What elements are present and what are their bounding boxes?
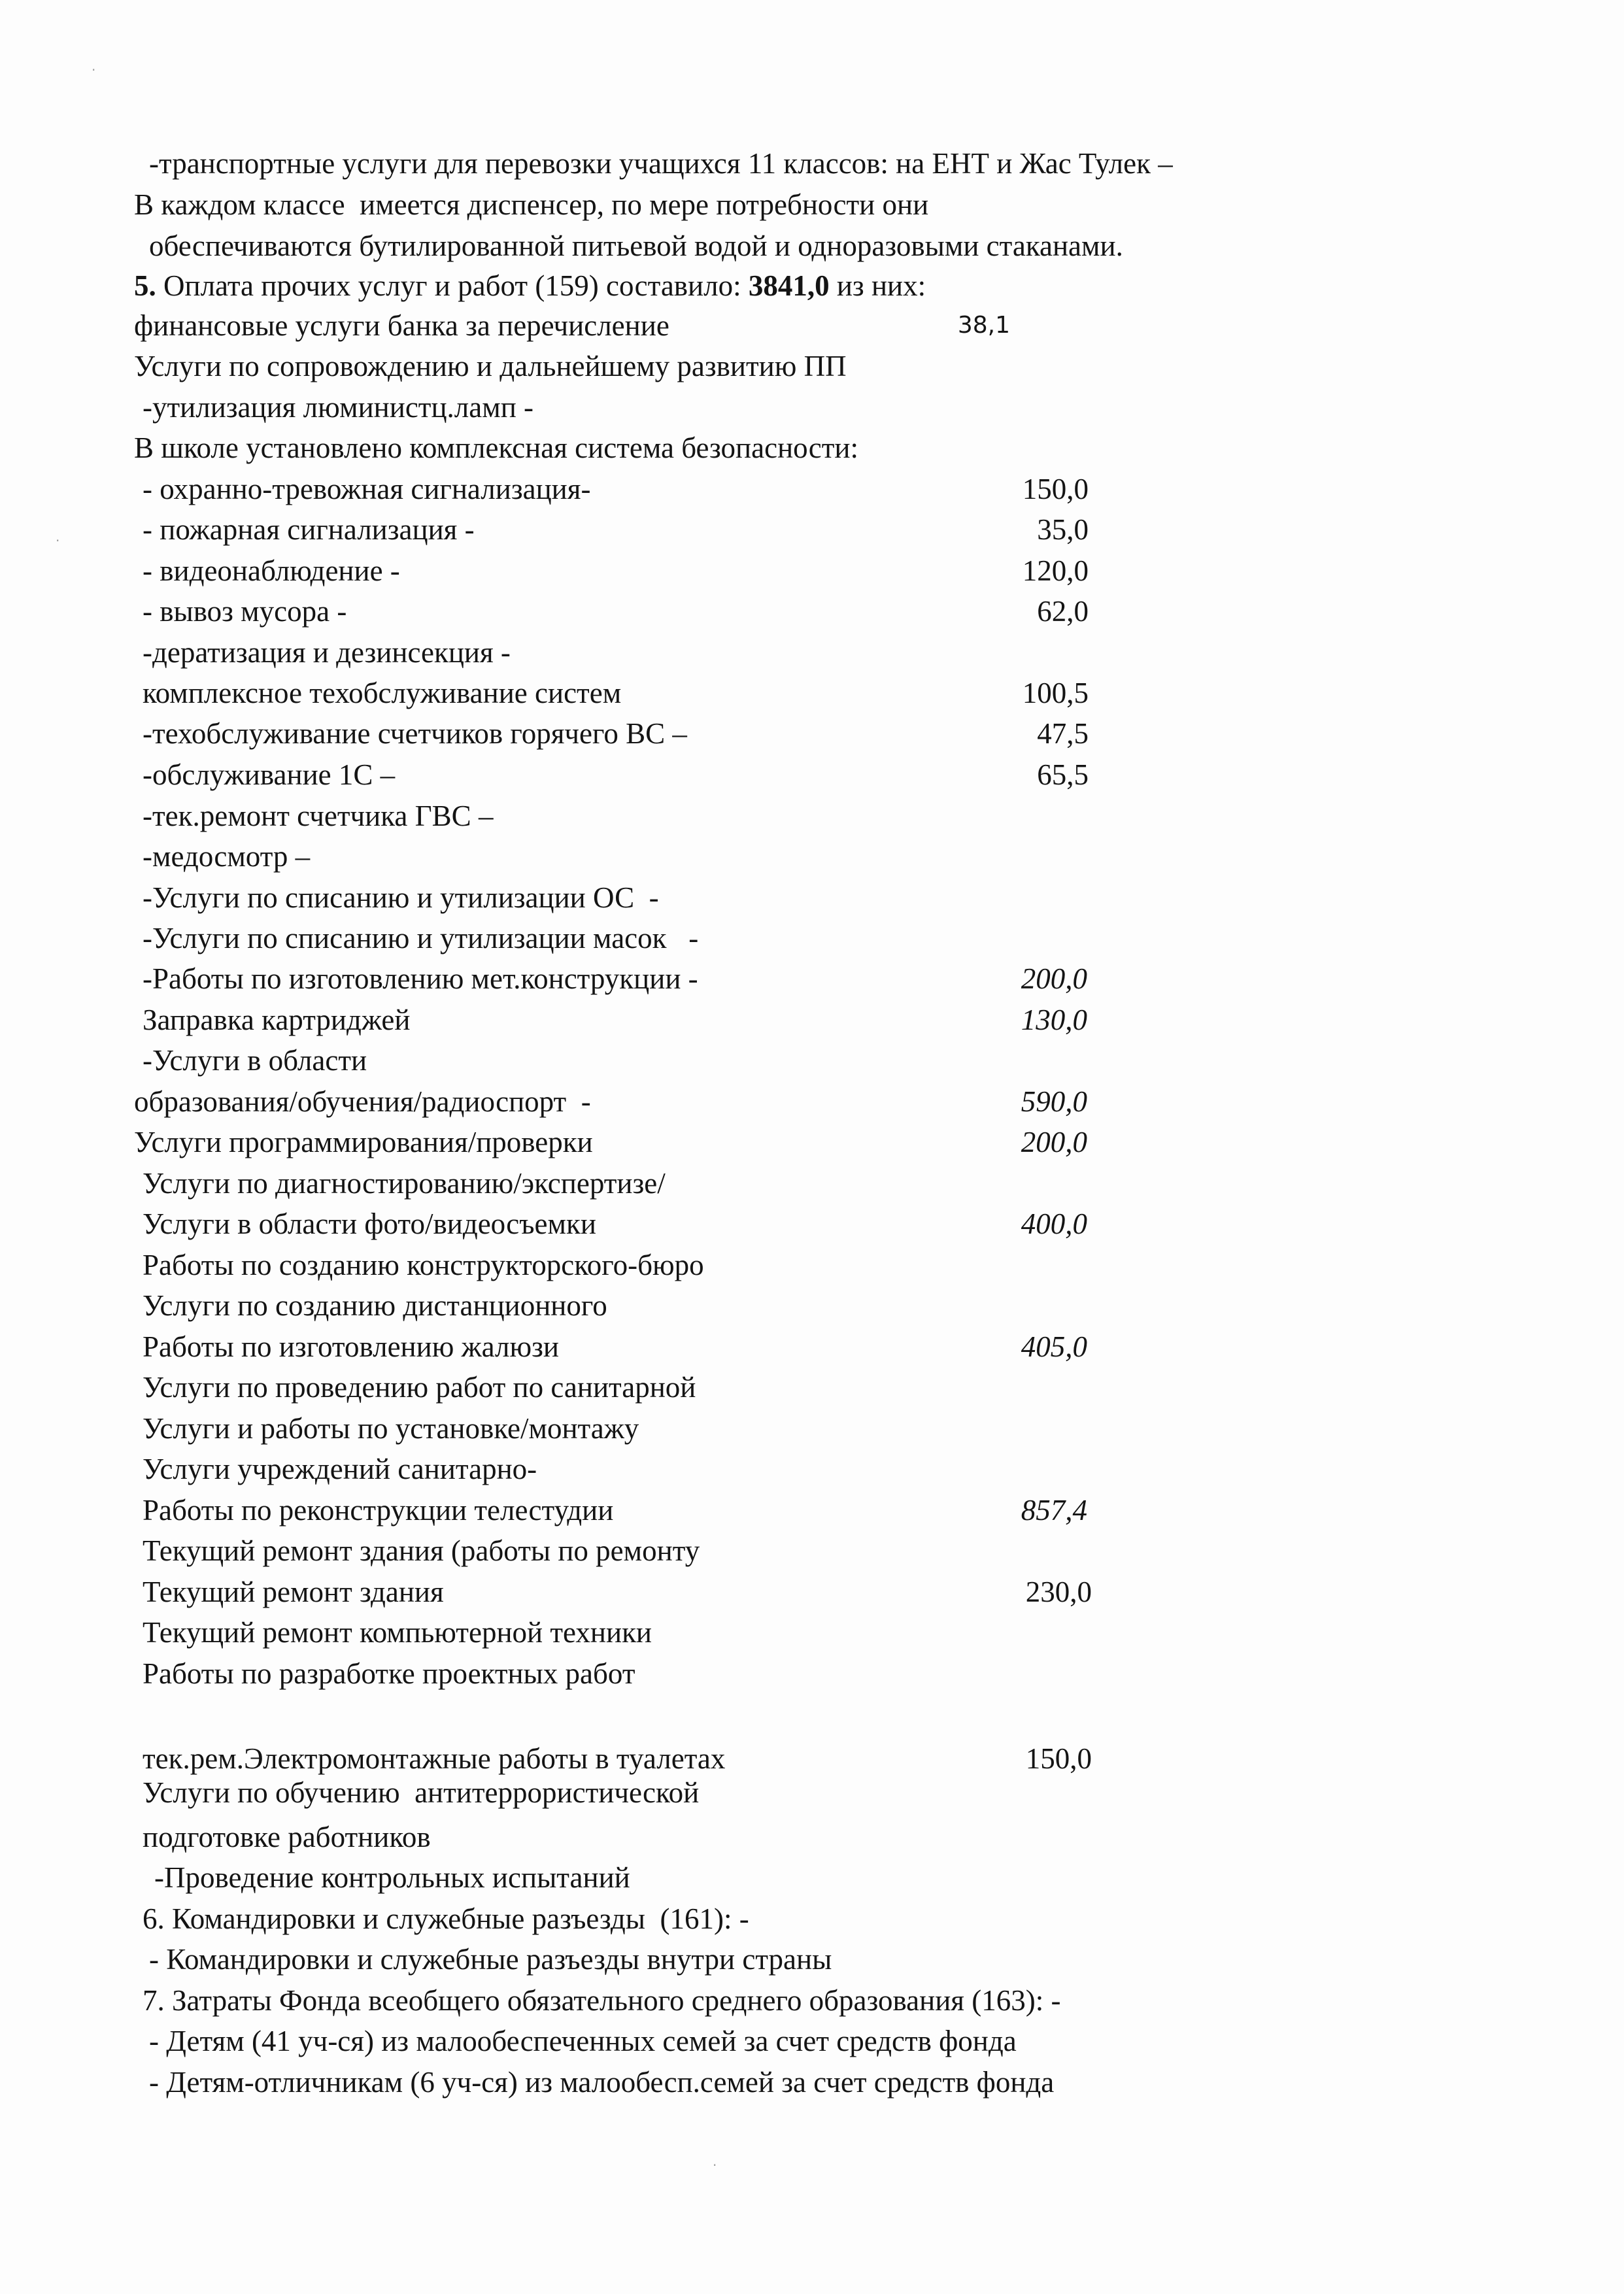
line-label: Текущий ремонт здания <box>143 1576 444 1608</box>
doc-line-building-repair <box>143 1572 1092 1611</box>
line-label: - Командировки и служебные разъезды внутри страны <box>149 1943 832 1976</box>
doc-line-garbage-removal <box>143 592 1089 631</box>
line-value: 150,0 <box>1025 1742 1092 1775</box>
doc-line-photo-video <box>143 1204 1087 1243</box>
line-label: подготовке работников <box>143 1821 431 1853</box>
line-value: 857,4 <box>1021 1494 1087 1527</box>
line-value: 130,0 <box>1021 1004 1087 1036</box>
doc-line-staff-training <box>143 1817 431 1857</box>
line-label: - вывоз мусора - <box>143 595 347 628</box>
line-label: Работы по реконструкции телестудии <box>143 1494 614 1527</box>
section-total-amount: 3841,0 <box>748 269 830 302</box>
scan-speck: · <box>56 533 60 548</box>
doc-line-software-support <box>134 346 847 386</box>
doc-line-domestic-travel <box>149 1940 832 1979</box>
line-value: 38,1 <box>957 312 1010 339</box>
line-label: - охранно-тревожная сигнализация- <box>143 473 591 505</box>
line-label: -техобслуживание счетчиков горячего ВС – <box>143 717 687 750</box>
line-label: Текущий ремонт здания (работы по ремонту <box>143 1534 700 1567</box>
line-label: тек.рем.Электромонтажные работы в туалетах <box>143 1742 726 1775</box>
doc-line-sanitary-institutions <box>143 1449 537 1489</box>
doc-line-computer-repair <box>143 1613 652 1652</box>
line-label: -утилизация люминистц.ламп - <box>143 391 534 424</box>
line-label: В каждом классе имеется диспенсер, по мере потребности они <box>134 188 929 221</box>
line-label: -Услуги по списанию и утилизации ОС - <box>143 881 659 914</box>
line-label: Услуги учреждений санитарно- <box>143 1453 537 1485</box>
doc-line-tv-studio <box>143 1491 1087 1530</box>
doc-line-building-repair-works <box>143 1531 700 1570</box>
doc-line-diagnostics <box>143 1164 666 1203</box>
doc-line-metal-structures <box>143 959 1087 998</box>
line-label: -обслуживание 1С – <box>143 758 396 791</box>
line-label: Работы по созданию конструкторского-бюро <box>143 1249 704 1281</box>
doc-line-low-income-children <box>149 2021 1017 2061</box>
line-value: 47,5 <box>1037 717 1089 750</box>
line-label: финансовые услуги банка за перечисление <box>134 309 669 342</box>
doc-line-pest-control <box>143 633 511 672</box>
doc-line-control-tests <box>154 1858 630 1897</box>
line-value: 35,0 <box>1037 513 1089 546</box>
doc-line-meter-repair <box>143 796 494 835</box>
doc-line-lamp-disposal <box>143 388 534 427</box>
doc-line-video-surveillance <box>143 551 1089 590</box>
doc-line-security-alarm <box>143 469 1089 509</box>
line-label: обеспечиваются бутилированной питьевой водой и одноразовыми стаканами. <box>149 229 1123 262</box>
doc-line-project-works <box>143 1654 635 1693</box>
line-label: Текущий ремонт компьютерной техники <box>143 1616 652 1649</box>
line-label: -Услуги в области <box>143 1044 367 1077</box>
section-5-heading <box>134 266 926 305</box>
doc-line-design-bureau <box>143 1245 704 1285</box>
line-label: -транспортные услуги для перевозки учащихся 11 классов: на ЕНТ и Жас Тулек – <box>149 147 1173 180</box>
line-label: Услуги по диагностированию/экспертизе/ <box>143 1167 666 1200</box>
doc-line-dispenser <box>134 185 929 224</box>
scan-speck: · <box>713 2157 717 2173</box>
line-label: Работы по разработке проектных работ <box>143 1657 635 1690</box>
doc-line-installation <box>143 1409 639 1448</box>
line-value: 200,0 <box>1021 1126 1087 1158</box>
line-label: Услуги и работы по установке/монтажу <box>143 1412 639 1445</box>
doc-line-medical-exam <box>143 837 311 876</box>
section-6-heading <box>143 1899 749 1938</box>
doc-line-programming <box>134 1122 1087 1162</box>
line-label: - пожарная сигнализация - <box>143 513 475 546</box>
line-label: образования/обучения/радиоспорт - <box>134 1085 591 1118</box>
doc-line-bank-fees <box>134 306 1010 345</box>
doc-line-security-system <box>134 428 859 467</box>
line-label: Услуги по обучению антитеррористической <box>143 1776 700 1809</box>
doc-line-transport-services <box>149 144 1173 183</box>
line-label: В школе установлено комплексная система безопасности: <box>134 431 859 464</box>
doc-line-antiterror-training <box>143 1773 700 1812</box>
line-value: 200,0 <box>1021 962 1087 995</box>
line-label: Работы по изготовлению жалюзи <box>143 1330 559 1363</box>
line-label: 7. Затраты Фонда всеобщего обязательного среднего образования (163): - <box>143 1984 1061 2017</box>
line-label: -Услуги по списанию и утилизации масок - <box>143 922 699 954</box>
line-label: -Проведение контрольных испытаний <box>154 1861 630 1894</box>
doc-line-education-radiosport <box>134 1082 1087 1121</box>
doc-line-masks-disposal <box>143 919 699 958</box>
doc-line-fixed-assets-disposal <box>143 878 659 917</box>
doc-line-sanitary-works <box>143 1368 696 1407</box>
doc-line-education-services <box>143 1041 367 1080</box>
line-value: 405,0 <box>1021 1330 1087 1363</box>
line-value: 120,0 <box>1022 554 1089 587</box>
line-value: 590,0 <box>1021 1085 1087 1118</box>
line-value: 62,0 <box>1037 595 1089 628</box>
line-label: Услуги программирования/проверки <box>134 1126 593 1158</box>
line-label: Услуги в области фото/видеосъемки <box>143 1207 596 1240</box>
line-value: 65,5 <box>1037 758 1089 791</box>
line-label: - Детям (41 уч-ся) из малообеспеченных семей за счет средств фонда <box>149 2025 1017 2057</box>
section-title-suffix: из них: <box>829 269 926 302</box>
line-value: 400,0 <box>1021 1207 1087 1240</box>
section-number: 5. <box>134 269 156 302</box>
section-title: Оплата прочих услуг и работ (159) составило: <box>156 269 749 302</box>
line-value: 100,5 <box>1022 677 1089 709</box>
line-label: Услуги по сопровождению и дальнейшему развитию ПП <box>134 350 847 382</box>
doc-line-cartridge-refill <box>143 1000 1087 1039</box>
section-heading-text <box>134 266 926 305</box>
doc-line-meter-maintenance <box>143 714 1089 753</box>
line-label: Заправка картриджей <box>143 1004 411 1036</box>
doc-line-excellent-students <box>149 2063 1055 2102</box>
doc-line-fire-alarm <box>143 510 1089 549</box>
doc-line-systems-maintenance <box>143 673 1089 713</box>
doc-line-distance-learning <box>143 1286 607 1325</box>
scan-speck: · <box>92 62 96 78</box>
line-label: Услуги по созданию дистанционного <box>143 1289 607 1322</box>
section-7-heading <box>143 1981 1061 2020</box>
doc-line-blinds <box>143 1327 1087 1366</box>
line-label: комплексное техобслуживание систем <box>143 677 622 709</box>
line-value: 150,0 <box>1022 473 1089 505</box>
line-label: -тек.ремонт счетчика ГВС – <box>143 800 494 832</box>
line-label: -медосмотр – <box>143 840 311 873</box>
line-value: 230,0 <box>1025 1576 1092 1608</box>
doc-line-1c-service <box>143 755 1089 794</box>
line-label: -Работы по изготовлению мет.конструкции - <box>143 962 698 995</box>
line-label: Услуги по проведению работ по санитарной <box>143 1371 696 1404</box>
line-label: 6. Командировки и служебные разъезды (161): - <box>143 1902 749 1935</box>
line-label: - видеонаблюдение - <box>143 554 400 587</box>
doc-line-bottled-water <box>149 226 1123 265</box>
doc-line-electrical-works <box>143 1739 1092 1778</box>
line-label: - Детям-отличникам (6 уч-ся) из малообесп.семей за счет средств фонда <box>149 2066 1055 2099</box>
line-label: -дератизация и дезинсекция - <box>143 636 511 669</box>
